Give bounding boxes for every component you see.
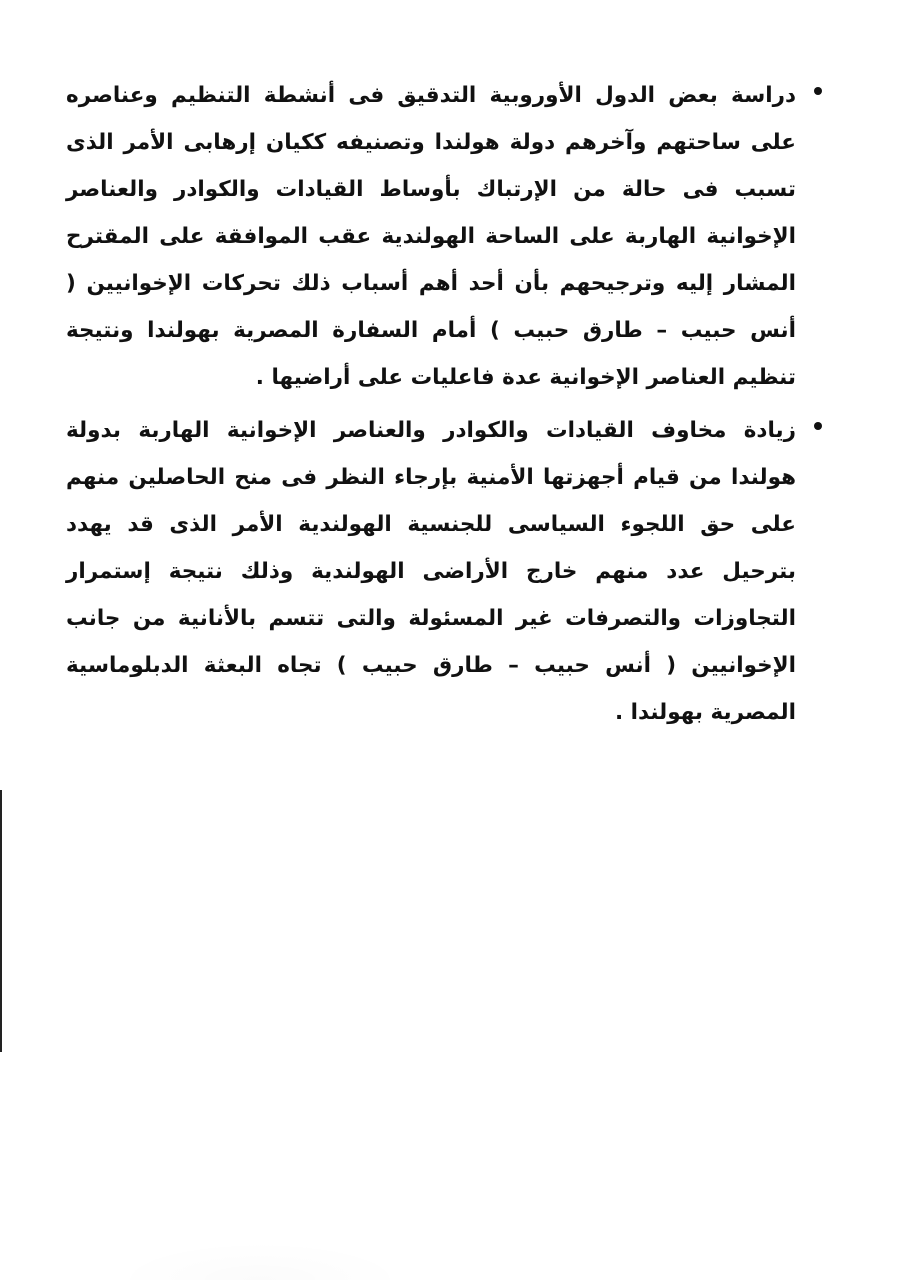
document-body	[66, 72, 826, 742]
bullet-text: دراسة بعض الدول الأوروبية التدقيق فى أنشطة التنظيم وعناصره على ساحتهم وآخرهم دولة هولندا وتصنيفه ككيان إرهابى الأمر الذى تسبب فى حالة من الإرتباك بأوساط القيادات والكوادر والعناصر الإخوانية الهاربة على الساحة الهولندية عقب الموافقة على المقترح المشار إليه وترجيحهم بأن أحد أهم أسباب ذلك تحركات الإخوانيين ( أنس حبيب – طارق حبيب ) أمام السفارة المصرية بهولندا ونتيجة تنظيم العناصر الإخوانية عدة فاعليات على أراضيها .	[66, 83, 796, 390]
scan-shadow	[110, 1240, 410, 1280]
bullet-list	[66, 72, 826, 736]
bullet-dot-icon	[814, 87, 822, 95]
page-edge-line	[0, 790, 2, 1052]
bullet-dot-icon	[814, 422, 822, 430]
bullet-text: زيادة مخاوف القيادات والكوادر والعناصر الإخوانية الهاربة بدولة هولندا من قيام أجهزتها الأمنية بإرجاء النظر فى منح الحاصلين منهم على حق اللجوء السياسى للجنسية الهولندية الأمر الذى قد يهدد بترحيل عدد منهم خارج الأراضى الهولندية وذلك نتيجة إستمرار التجاوزات والتصرفات غير المسئولة والتى تتسم بالأنانية من جانب الإخوانيين ( أنس حبيب – طارق حبيب ) تجاه البعثة الدبلوماسية المصرية بهولندا .	[66, 418, 796, 725]
bullet-item	[66, 72, 826, 401]
bullet-item	[66, 407, 826, 736]
